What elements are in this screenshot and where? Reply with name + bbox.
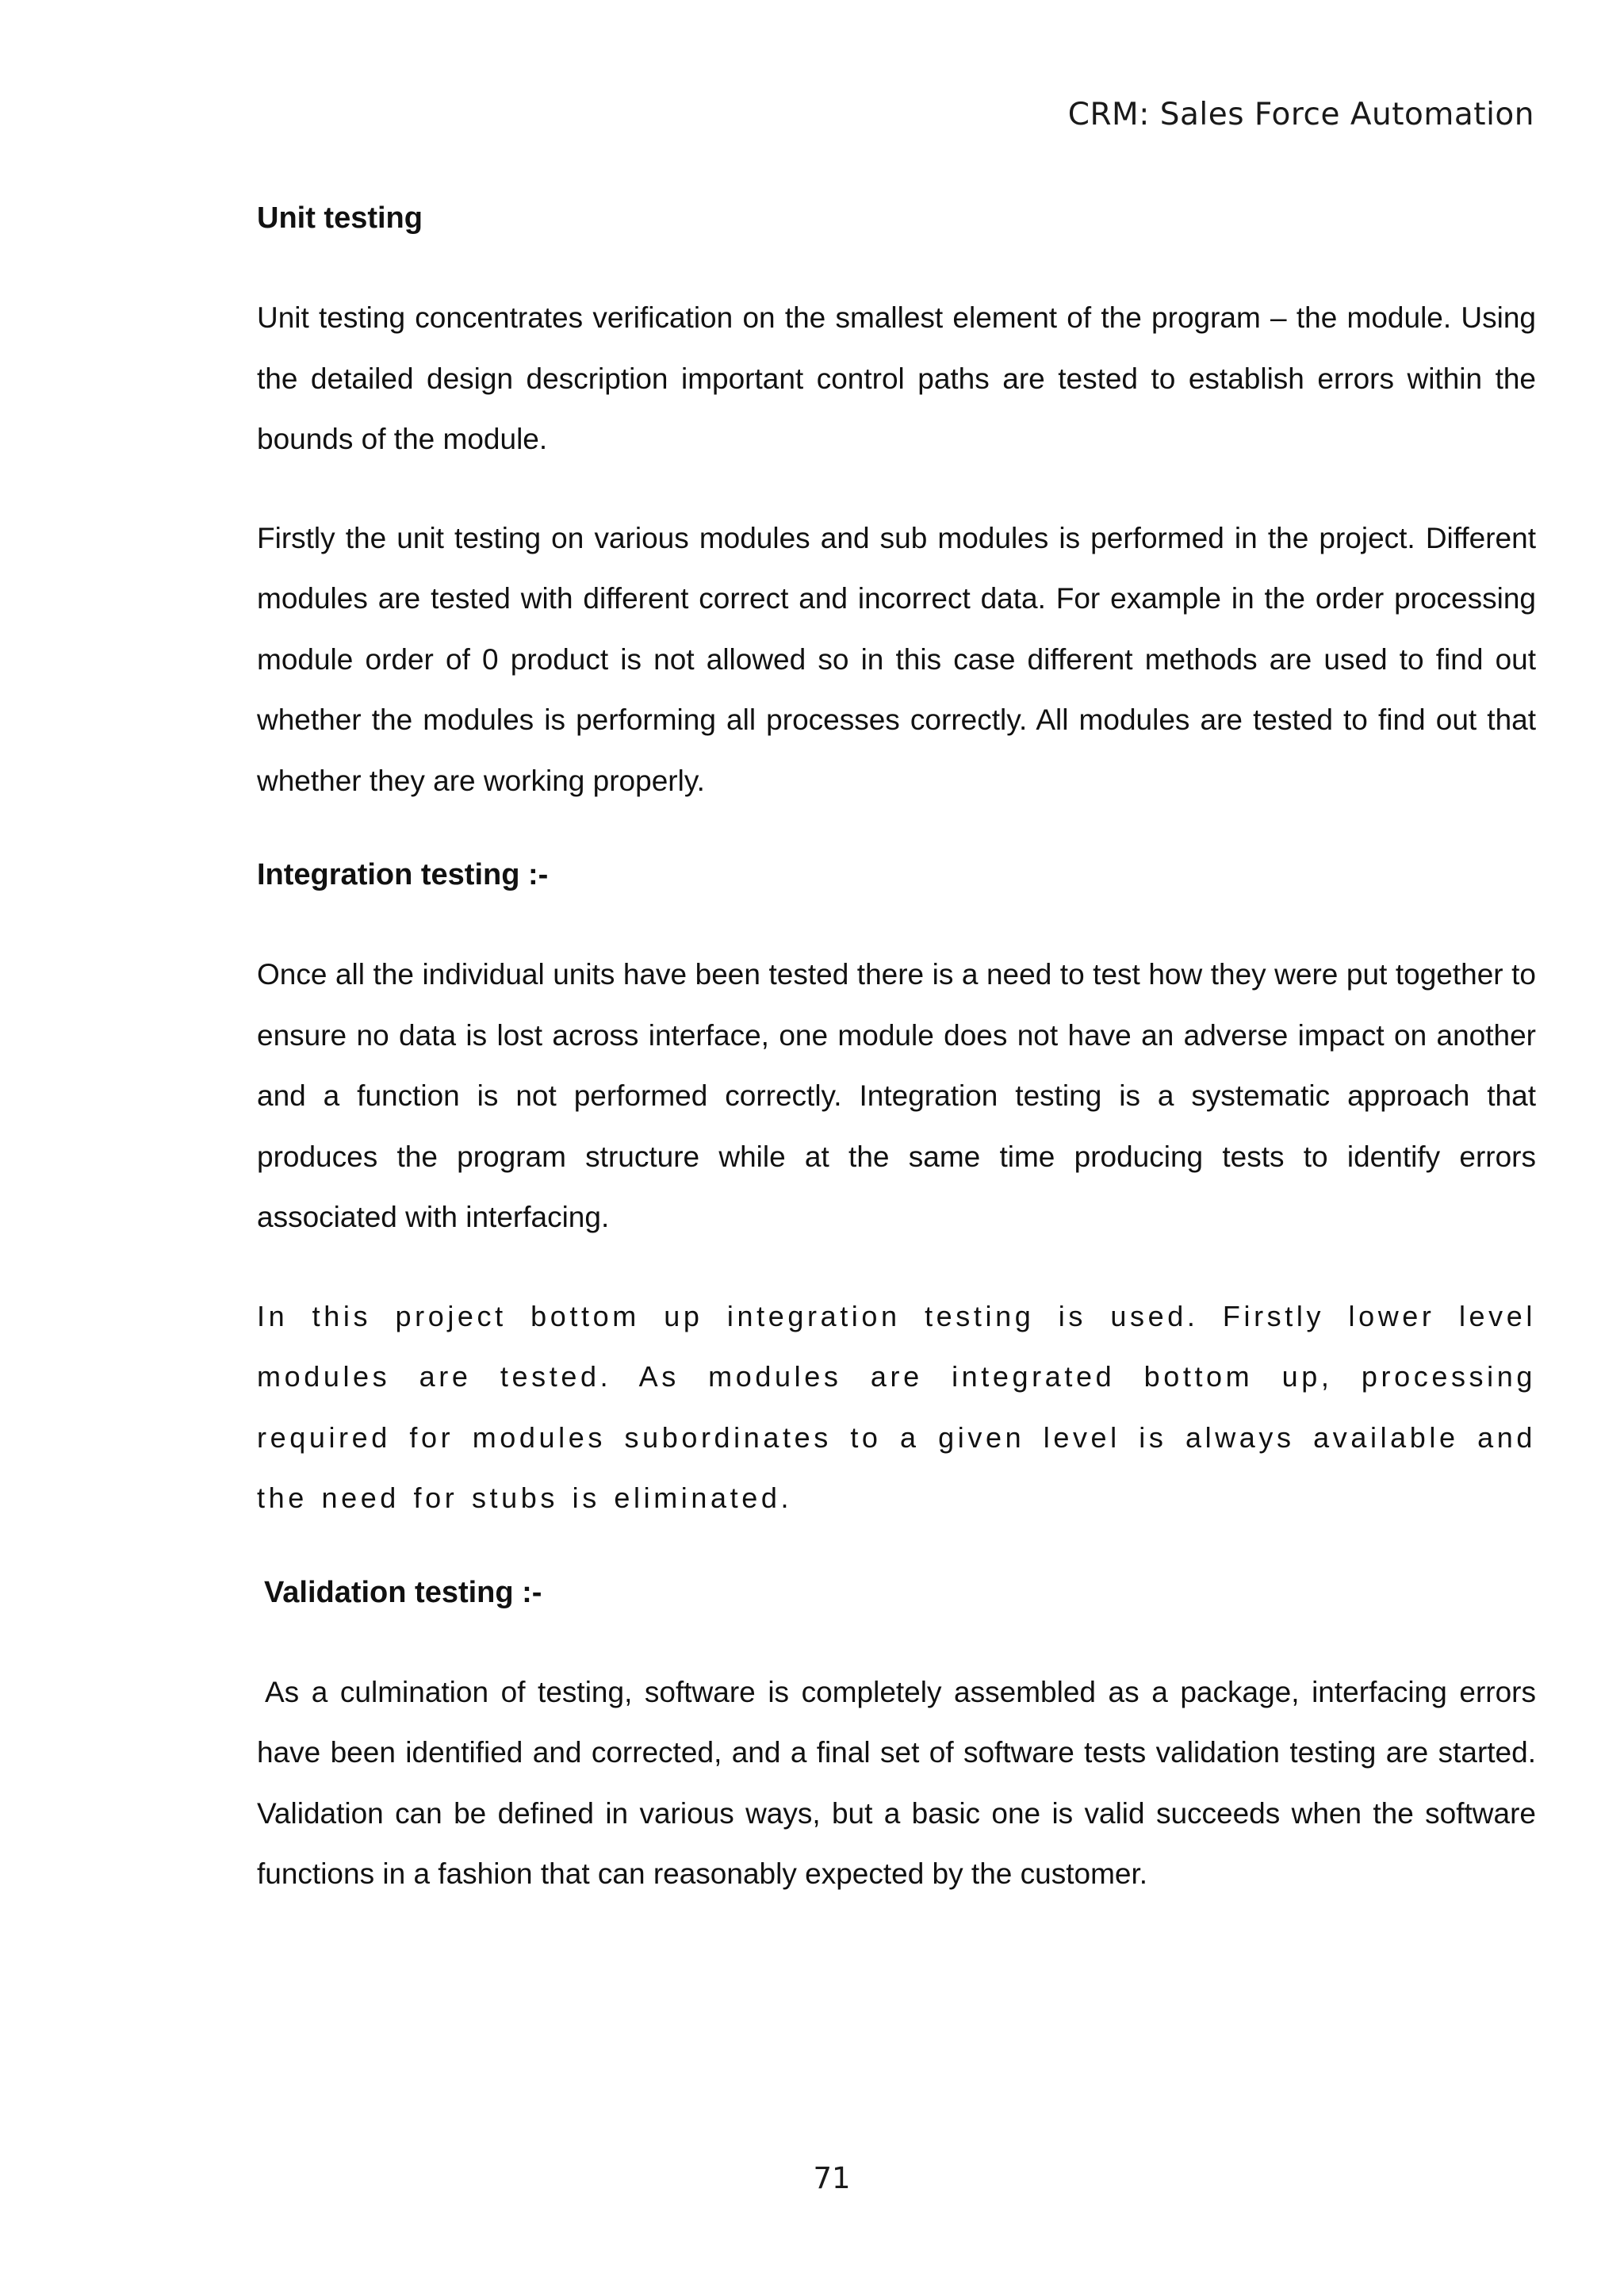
page-number: 71: [813, 2161, 851, 2195]
running-header: CRM: Sales Force Automation: [1067, 97, 1534, 132]
section-heading-integration-testing: Integration testing :-: [257, 858, 549, 891]
section-heading-validation-testing: Validation testing :-: [264, 1575, 542, 1609]
document-body: [257, 193, 1536, 1943]
paragraph: In this project bottom up integration testing is used. Firstly lower level modules are tested. As modules are integrated bottom up, processing required for modules subordinates to a given level is always available and the need for stubs is eliminated.: [257, 1299, 1536, 1514]
paragraph: As a culmination of testing, software is completely assembled as a package, interfacing errors have been identified and corrected, and a final set of software tests validation testing are started. Validation can be defined in various ways, but a basic one is valid succeeds when the software functions in a fashion that can reasonably expected by the customer.: [257, 1675, 1536, 1890]
paragraph: Once all the individual units have been tested there is a need to test how they were put together to ensure no data is lost across interface, one module does not have an adverse impact on another and a function is not performed correctly. Integration testing is a systematic approach that produces the program structure while at the same time producing tests to identify errors associated with interfacing.: [257, 958, 1536, 1233]
paragraph: Firstly the unit testing on various modules and sub modules is performed in the project. Different modules are tested with different correct and incorrect data. For example in the order processing module order of 0 product is not allowed so in this case different methods are used to find out whether the modules is performing all processes correctly. All modules are tested to find out that whether they are working properly.: [257, 521, 1536, 797]
section-heading-unit-testing: Unit testing: [257, 201, 423, 235]
paragraph: Unit testing concentrates verification on the smallest element of the program – the module. Using the detailed design description important control paths are tested to establish errors within the bounds of the module.: [257, 301, 1536, 455]
